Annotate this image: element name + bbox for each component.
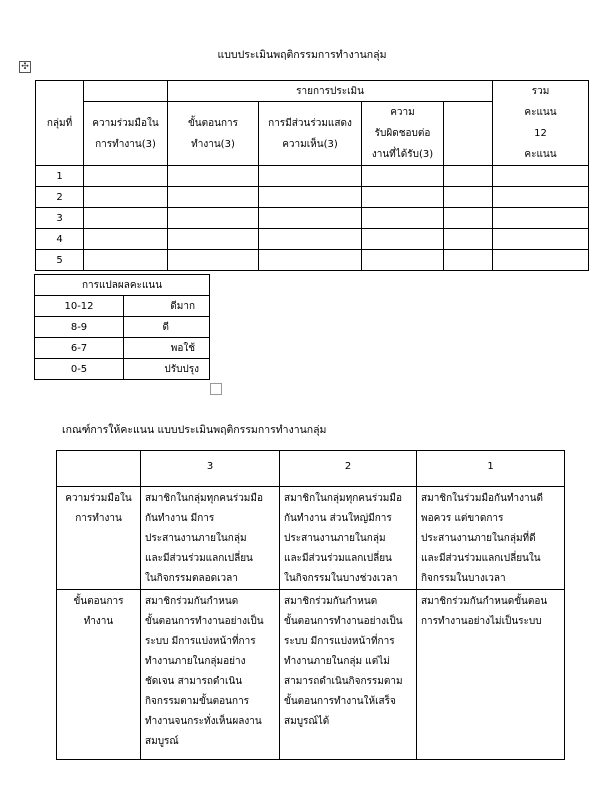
score-3-header: 3 bbox=[141, 451, 280, 487]
rubric-cell-score-2: สมาชิกร่วมกันกำหนด ขั้นตอนการทำงานอย่างเป็น ระบบ มีการแบ่งหน้าที่การ ทำงานภายในกลุ่ม แต่ไม่ สามารถดำเนินกิจกรรมตาม ขั้นตอนการทำงานให้เสร็จ สมบูรณ์ได้ bbox=[280, 590, 417, 760]
score-cell[interactable] bbox=[259, 166, 362, 187]
rubric-table bbox=[56, 450, 565, 760]
rubric-row-label: ขั้นตอนการ ทำงาน bbox=[57, 590, 141, 760]
total-cell[interactable] bbox=[444, 208, 493, 229]
group-number-cell: 3 bbox=[36, 208, 84, 229]
score-cell[interactable] bbox=[84, 187, 168, 208]
score-cell[interactable] bbox=[362, 229, 444, 250]
criterion-header-responsibility: ความ รับผิดชอบต่อ งานที่ได้รับ(3) bbox=[362, 102, 444, 166]
table-row bbox=[35, 359, 210, 380]
table-row bbox=[57, 487, 565, 590]
score-interpretation-header: การแปลผลคะแนน bbox=[35, 275, 210, 296]
score-cell[interactable] bbox=[84, 250, 168, 271]
table-move-handle-icon[interactable]: ✣ bbox=[19, 61, 31, 73]
score-interpretation-table bbox=[34, 274, 210, 380]
score-cell[interactable] bbox=[259, 250, 362, 271]
table-row bbox=[35, 338, 210, 359]
score-range: 0-5 bbox=[35, 359, 124, 380]
result-cell[interactable] bbox=[493, 208, 589, 229]
table-row bbox=[35, 296, 210, 317]
group-number-header: กลุ่มที่ bbox=[36, 81, 84, 166]
score-range: 8-9 bbox=[35, 317, 124, 338]
score-level: พอใช้ bbox=[124, 338, 210, 359]
table-row bbox=[36, 208, 589, 229]
score-1-header: 1 bbox=[417, 451, 565, 487]
score-level: ดี bbox=[124, 317, 210, 338]
score-2-header: 2 bbox=[280, 451, 417, 487]
total-score-header: รวม คะแนน 12 คะแนน bbox=[493, 81, 589, 166]
score-cell[interactable] bbox=[84, 166, 168, 187]
score-cell[interactable] bbox=[168, 229, 259, 250]
score-cell[interactable] bbox=[168, 250, 259, 271]
total-cell[interactable] bbox=[444, 166, 493, 187]
score-cell[interactable] bbox=[84, 229, 168, 250]
score-cell[interactable] bbox=[168, 187, 259, 208]
total-cell[interactable] bbox=[444, 229, 493, 250]
table-row bbox=[36, 250, 589, 271]
table-resize-handle[interactable] bbox=[210, 383, 222, 395]
group-number-cell: 1 bbox=[36, 166, 84, 187]
score-level: ปรับปรุง bbox=[124, 359, 210, 380]
score-cell[interactable] bbox=[362, 250, 444, 271]
score-cell[interactable] bbox=[259, 187, 362, 208]
total-cell[interactable] bbox=[444, 187, 493, 208]
score-cell[interactable] bbox=[362, 208, 444, 229]
table-row bbox=[36, 187, 589, 208]
group-number-cell: 2 bbox=[36, 187, 84, 208]
score-level: ดีมาก bbox=[124, 296, 210, 317]
criterion-header-cooperation: ความร่วมมือใน การทำงาน(3) bbox=[84, 102, 168, 166]
group-number-cell: 4 bbox=[36, 229, 84, 250]
evaluation-items-header: รายการประเมิน bbox=[168, 81, 493, 102]
rubric-cell-score-1: สมาชิกในร่วมมือกันทำงานดี พอควร แต่ขาดการ ประสานงานภายในกลุ่มที่ดี และมีส่วนร่วมแลกเปลี่ยนใน กิจกรรมในบางเวลา bbox=[417, 487, 565, 590]
criterion-header-participation: การมีส่วนร่วมแสดง ความเห็น(3) bbox=[259, 102, 362, 166]
rubric-cell-score-3: สมาชิกร่วมกันกำหนด ขั้นตอนการทำงานอย่างเป็น ระบบ มีการแบ่งหน้าที่การ ทำงานภายในกลุ่มอย่าง ชัดเจน สามารถดำเนิน กิจกรรมตามขั้นตอนการ ทำงานจนกระทั่งเห็นผลงาน สมบูรณ์ bbox=[141, 590, 280, 760]
table-row bbox=[36, 229, 589, 250]
table-row bbox=[36, 166, 589, 187]
blank-header-cell bbox=[84, 81, 168, 102]
group-number-cell: 5 bbox=[36, 250, 84, 271]
rubric-cell-score-1: สมาชิกร่วมกันกำหนดขั้นตอน การทำงานอย่างไม่เป็นระบบ bbox=[417, 590, 565, 760]
score-cell[interactable] bbox=[84, 208, 168, 229]
result-cell[interactable] bbox=[493, 229, 589, 250]
total-cell[interactable] bbox=[444, 250, 493, 271]
score-range: 6-7 bbox=[35, 338, 124, 359]
result-cell[interactable] bbox=[493, 187, 589, 208]
rubric-cell-score-2: สมาชิกในกลุ่มทุกคนร่วมมือ กันทำงาน ส่วนใหญ่มีการ ประสานงานภายในกลุ่ม และมีส่วนร่วมแลกเปลี่ยน ในกิจกรรมในบางช่วงเวลา bbox=[280, 487, 417, 590]
criteria-title: เกณฑ์การให้คะแนน แบบประเมินพฤติกรรมการทำงานกลุ่ม bbox=[62, 424, 327, 436]
result-cell[interactable] bbox=[493, 250, 589, 271]
table-row bbox=[35, 317, 210, 338]
score-cell[interactable] bbox=[362, 187, 444, 208]
rubric-corner-cell bbox=[57, 451, 141, 487]
result-cell[interactable] bbox=[493, 166, 589, 187]
rubric-cell-score-3: สมาชิกในกลุ่มทุกคนร่วมมือ กันทำงาน มีการ ประสานงานภายในกลุ่ม และมีส่วนร่วมแลกเปลี่ยน ในกิจกรรมตลอดเวลา bbox=[141, 487, 280, 590]
score-cell[interactable] bbox=[362, 166, 444, 187]
page-title: แบบประเมินพฤติกรรมการทำงานกลุ่ม bbox=[217, 49, 387, 61]
criterion-header-procedure: ขั้นตอนการ ทำงาน(3) bbox=[168, 102, 259, 166]
score-cell[interactable] bbox=[168, 208, 259, 229]
table-row bbox=[57, 590, 565, 760]
score-range: 10-12 bbox=[35, 296, 124, 317]
score-cell[interactable] bbox=[168, 166, 259, 187]
score-cell[interactable] bbox=[259, 229, 362, 250]
evaluation-table bbox=[35, 80, 589, 271]
rubric-row-label: ความร่วมมือใน การทำงาน bbox=[57, 487, 141, 590]
score-cell[interactable] bbox=[259, 208, 362, 229]
